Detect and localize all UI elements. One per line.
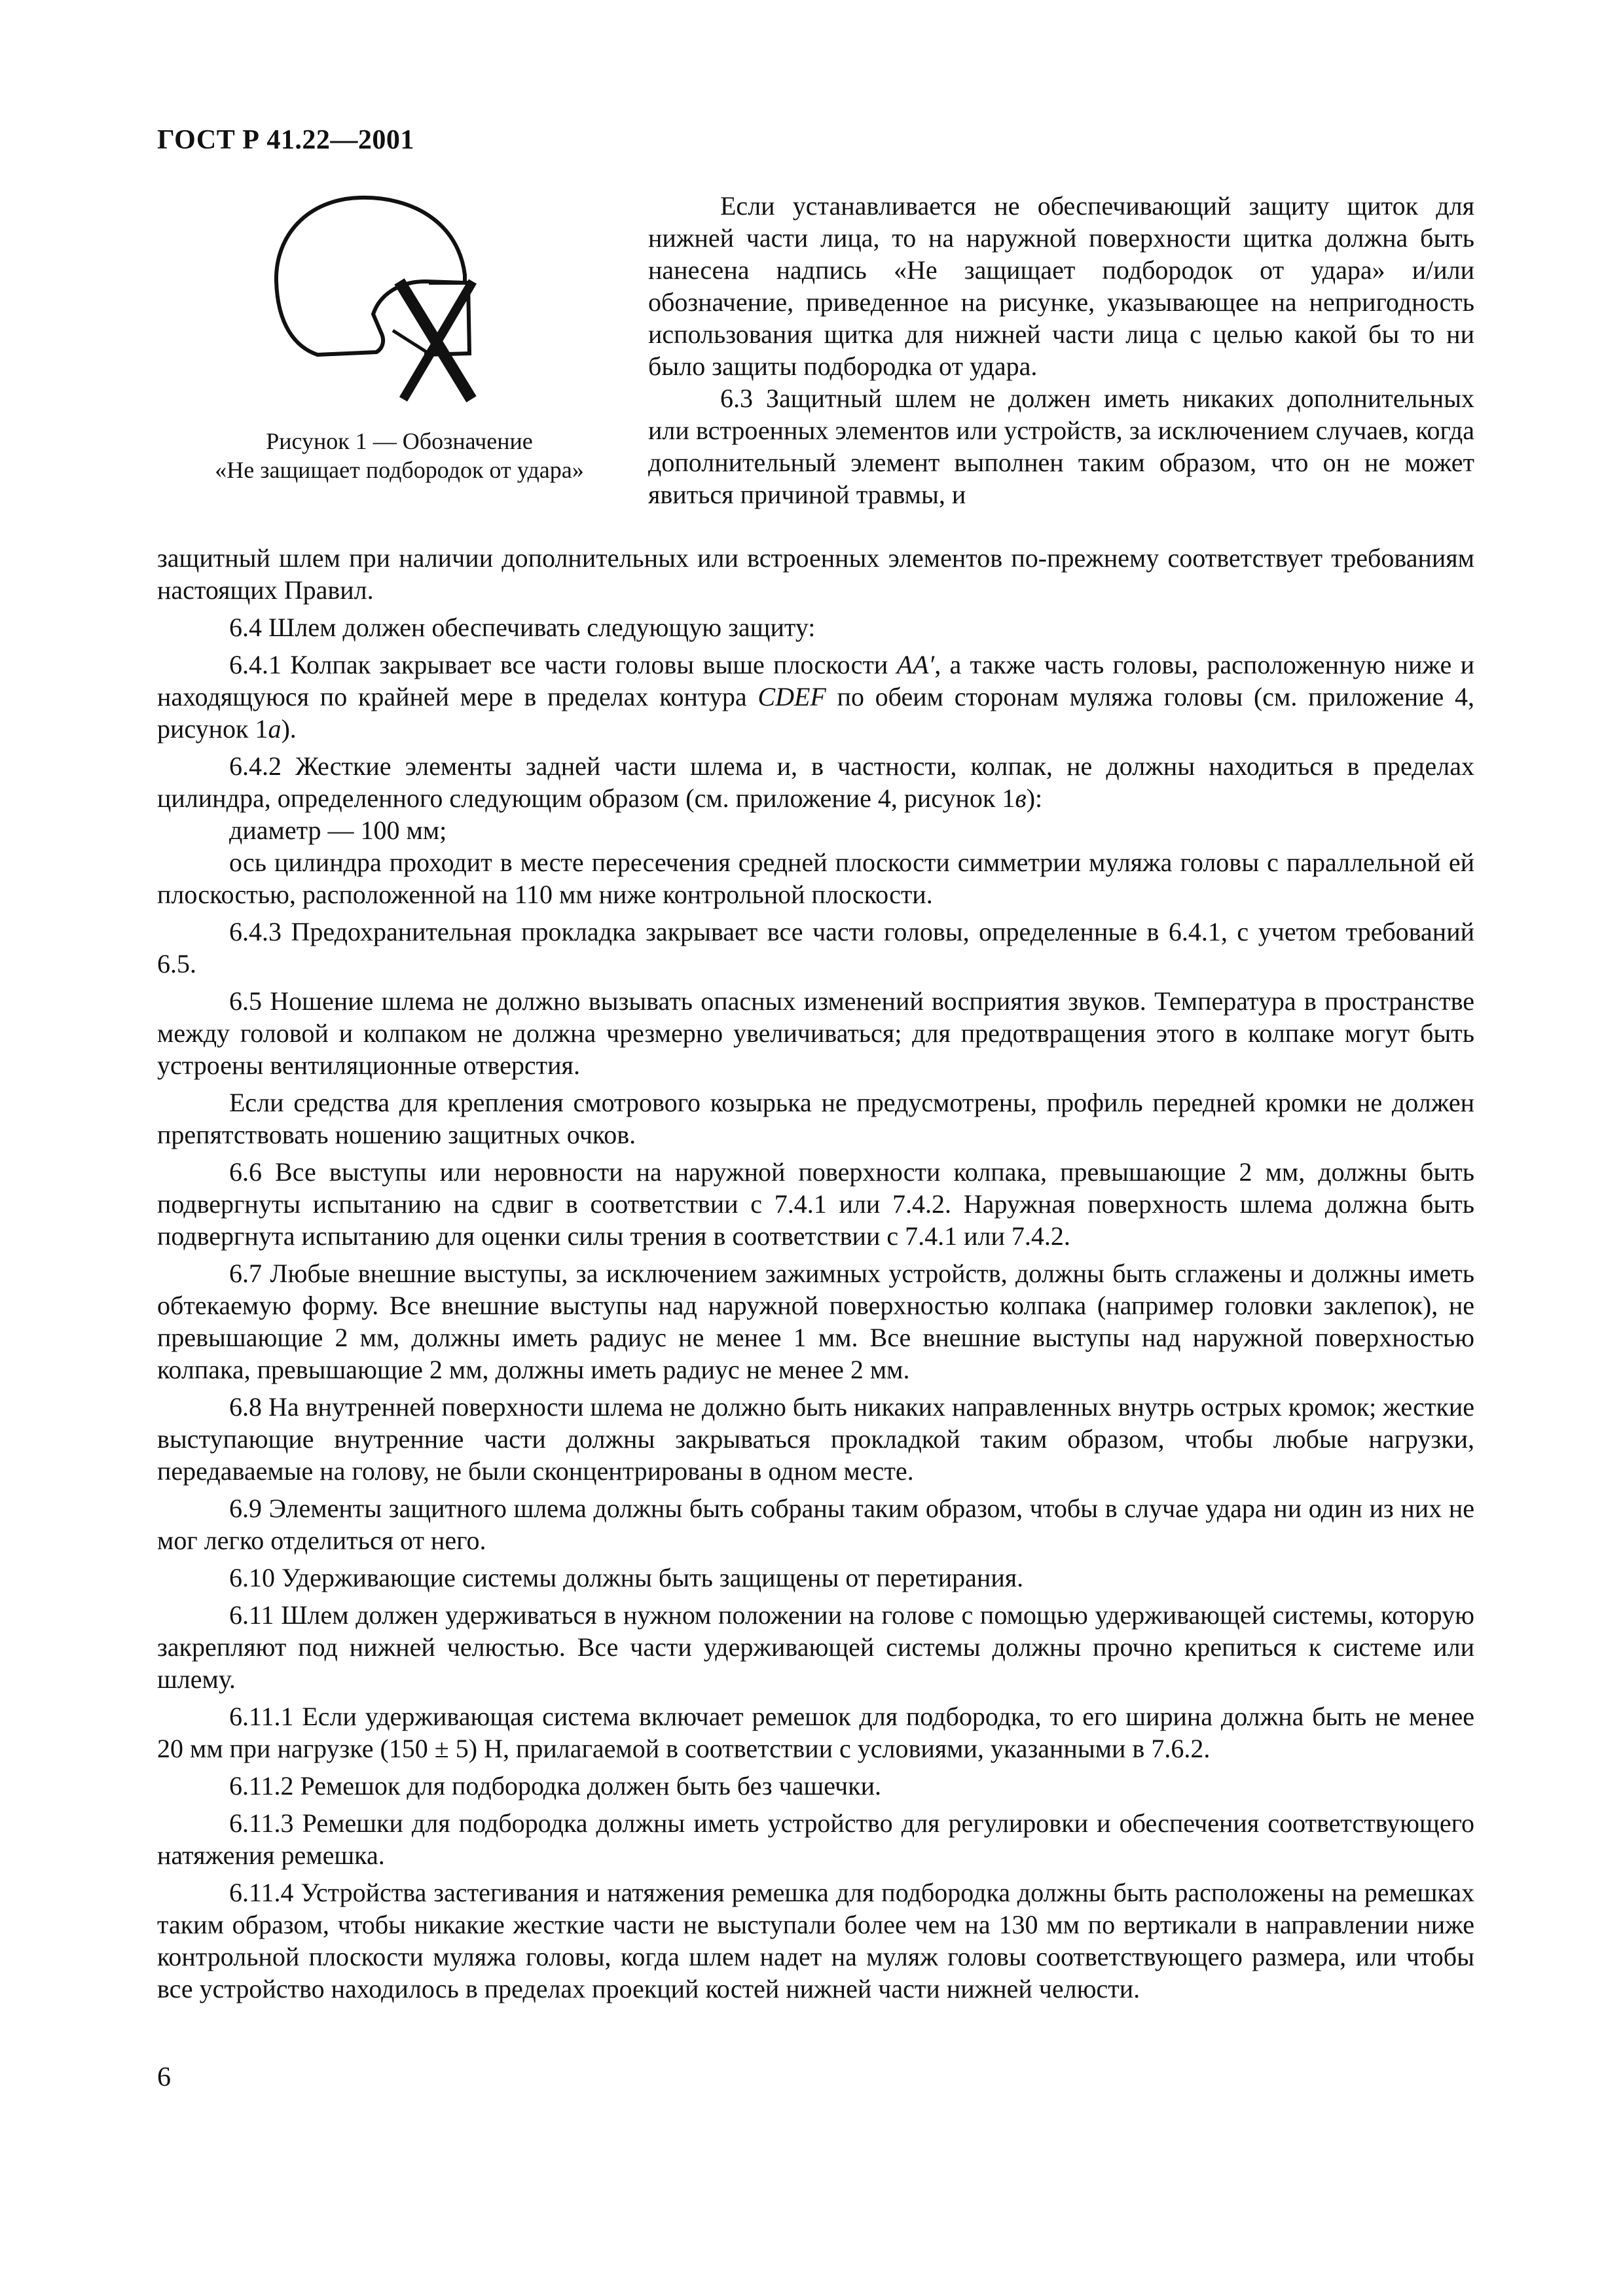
paragraph-6-11-3: 6.11.3 Ремешки для подбородка должны иметь устройство для регулировки и обеспечения соответствующего натяжения ремешка. [157,1808,1474,1870]
caption-line-2: «Не защищает подбородок от удара» [215,457,584,483]
paragraph-6-9: 6.9 Элементы защитного шлема должны быть собраны таким образом, чтобы в случае удара ни один из них не мог легко отделиться от него. [157,1494,1474,1555]
figure-caption [157,427,642,484]
paragraph-6-5-b: Если средства для крепления смотрового козырька не предусмотрены, профиль передней кромки не должен препятствовать ношению защитных очков. [157,1088,1474,1149]
paragraph-6-8: 6.8 На внутренней поверхности шлема не должно быть никаких направленных внутрь острых кромок; жесткие выступающие внутренние части должны закрываться прокладкой таким образом, чтобы любые нагрузки, передаваемые на голову, не были сконцентрированы в одном месте. [157,1392,1474,1486]
paragraph-6-3-start: 6.3 Защитный шлем не должен иметь никаких дополнительных или встроенных элементов или устройств, за исключением случаев, когда дополнительный элемент выполнен таким образом, что он не может явиться причиной травмы, и [648,384,1474,509]
paragraph-6-5: 6.5 Ношение шлема не должно вызывать опасных изменений восприятия звуков. Температура в пространстве между головой и колпаком не должна чрезмерно увеличиваться; для предотвращения этого в колпаке могут быть устроены вентиляционные отверстия. [157,986,1474,1080]
paragraph-6-4-3: 6.4.3 Предохранительная прокладка закрывает все части головы, определенные в 6.4.1, с учетом требований 6.5. [157,917,1474,978]
intro-paragraph: Если устанавливается не обеспечивающий защиту щиток для нижней части лица, то на наружной поверхности щитка должна быть нанесена надпись «Не защищает подбородок от удара» и/или обозначение, приведенное на рисунке, указывающее на непригодность использования щитка для нижней части лица с целью какой бы то ни было защиты подбородка от удара. [648,191,1474,381]
helmet-crossed-icon [268,183,543,406]
paragraph-6-11-4: 6.11.4 Устройства застегивания и натяжения ремешка для подбородка должны быть расположены на ремешках таким образом, чтобы никакие жесткие части не выступали более чем на 130 мм по вертикали в направлении ниже контрольной плоскости муляжа головы, когда шлем надет на муляж головы соответствующего размера, или чтобы все устройство находилось в пределах проекций костей нижней части нижней челюсти. [157,1878,1474,2003]
right-column-text [648,190,1474,511]
paragraph-6-11-2: 6.11.2 Ремешок для подбородка должен быть без чашечки. [229,1771,881,1801]
paragraph-6-11: 6.11 Шлем должен удерживаться в нужном положении на голове с помощью удерживающей системы, которую закрепляют под нижней челюстью. Все части удерживающей системы должны прочно крепиться к системе или шлему. [157,1600,1474,1694]
paragraph-6-4-1: 6.4.1 Колпак закрывает все части головы выше плоскости AA′, а также часть головы, расположенную ниже и находящуюся по крайней мере в пределах контура CDEF по обеим сторонам муляжа головы (см. приложение 4, рисунок 1а). [157,650,1475,744]
paragraph-6-4-2-axis: ось цилиндра проходит в месте пересечения средней плоскости симметрии муляжа головы с параллельной ей плоскостью, расположенной на 110 мм ниже контрольной плоскости. [157,848,1474,909]
paragraph-6-10: 6.10 Удерживающие системы должны быть защищены от перетирания. [229,1563,1024,1592]
paragraph-6-7: 6.7 Любые внешние выступы, за исключением зажимных устройств, должны быть сглажены и должны иметь обтекаемую форму. Все внешние выступы над наружной поверхностью колпака (например головки заклепок), не превышающие 2 мм, должны иметь радиус не менее 1 мм. Все внешние выступы над наружной поверхностью колпака, превышающие 2 мм, должны иметь радиус не менее 2 мм. [157,1259,1474,1384]
paragraph-6-4-2: 6.4.2 Жесткие элементы задней части шлема и, в частности, колпак, не должны находиться в пределах цилиндра, определенного следующим образом (см. приложение 4, рисунок 1в): [157,751,1474,813]
paragraph-6-4: 6.4 Шлем должен обеспечивать следующую защиту: [229,613,816,642]
paragraph-6-11-1: 6.11.1 Если удерживающая система включает ремешок для подбородка, то его ширина должна быть не менее 20 мм при нагрузке (150 ± 5) Н, прилагаемой в соответствии с условиями, указанными в 7.6.2. [157,1702,1474,1763]
document-header: ГОСТ Р 41.22—2001 [157,125,414,155]
page-number: 6 [157,2062,171,2092]
main-body-text [157,542,1474,2005]
paragraph-6-3-end: защитный шлем при наличии дополнительных или встроенных элементов по-прежнему соответствует требованиям настоящих Правил. [157,543,1474,605]
paragraph-6-6: 6.6 Все выступы или неровности на наружной поверхности колпака, превышающие 2 мм, должны быть подвергнуты испытанию на сдвиг в соответствии с 7.4.1 или 7.4.2. Наружная поверхность шлема должна быть подвергнута испытанию для оценки силы трения в соответствии с 7.4.1 или 7.4.2. [157,1157,1474,1251]
caption-line-1: Рисунок 1 — Обозначение [266,428,533,454]
paragraph-6-4-2-diameter: диаметр — 100 мм; [229,816,447,845]
